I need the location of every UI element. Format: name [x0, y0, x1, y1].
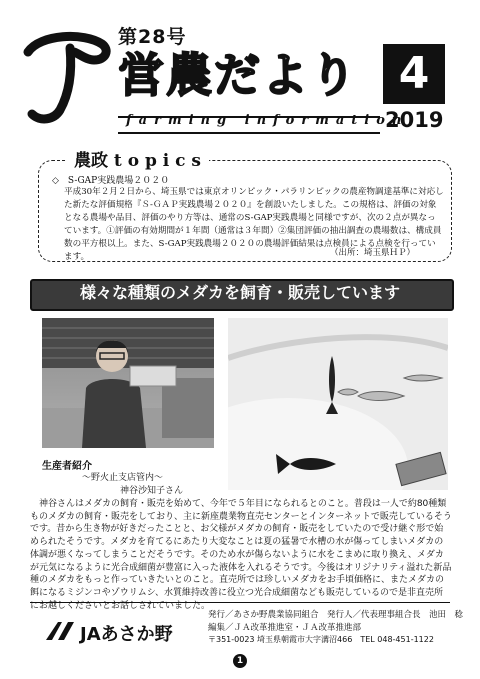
producer-label: 生産者紹介 [42, 461, 92, 472]
org-name: JAあさか野 [80, 624, 173, 645]
footer-divider [30, 602, 450, 603]
issue-number: 第28号 [118, 26, 187, 48]
medaka-tank-illustration [228, 318, 448, 490]
topics-body: 平成30年２月２日から、埼玉県では東京オリンピック・パラリンピックの農産物調達基準に対応した新たな評価規格『Ｓ-ＧＡＰ実践農場２０２０』を創設いたしました。この規格は、評価の対象となる農場や品目、評価のやり方等は、通常のS-GAP実践農場と同様ですが、次の２点が異なっています。①評価の有効期間が１年間（通常は３年間）②集団評価の抽出調査の農場数は、構成員数の平方根以上。また、S-GAP実践農場２０２０の農場評価結果は点検員による点検を行っています。 [64, 187, 444, 262]
newsletter-subtitle: farming information [126, 113, 409, 128]
publisher-line: 発行／あさか野農業協同組合 発行人／代表理事組合長 池田 稔 [208, 610, 464, 620]
newsletter-title: 営農だより [118, 48, 358, 102]
article-body: 神谷さんはメダカの飼育・販売を始めて、今年で５年目になられるとのこと。普段は一人で約80種類ものメダカの飼育・販売をしており、主に新座農業物直売センターとインターネットで販売しているそうです。昔から生き物が好きだったことと、お父様がメダカの飼育・販売をしていたので受け継ぐ形で始められたそうです。メダカを育てるにあたり大変なことは夏の猛暑で水槽の水が傷ってしまいメダカの体調が悪くなってしまうことだそうです。そのため水が傷らないように水をこまめに取り換え、メダカが元気になるように光合成細菌が豊富に入った液体を入れるそうです。今後はオリジナリティ溢れた新品種のメダカをもっと作っていきたいとのこと。直売所では珍しいメダカをお手頃価格に、またメダカの餌になるミジンコやゾウリムシ、水質維持改善に役立つ光合成細菌なども販売しているので是非直売所にお越しくださいとお話しされていました。 [30, 499, 452, 611]
issue-month: 4 [383, 44, 445, 104]
producer-photo-illustration [42, 318, 214, 448]
page-number: 1 [233, 654, 247, 668]
producer-branch: ～野火止支店管内～ [82, 473, 164, 483]
producer-name: 神谷沙知子さん [120, 486, 184, 496]
editor-line: 編集／ＪＡ改革推進室・ＪＡ改革推進部 [208, 623, 362, 633]
address-line: 〒351-0023 埼玉県朝霞市大字溝沼466 TEL 048-451-1122 [208, 635, 434, 644]
article-banner-title: 様々な種類のメダカを飼育・販売しています [79, 283, 400, 302]
topics-title: 農政 t o p i c s [66, 146, 209, 171]
producer-photo [42, 318, 214, 448]
medaka-tank-photo [228, 318, 448, 490]
newsletter-logo-mark [22, 30, 112, 125]
issue-year: 2019 [385, 108, 444, 132]
topics-source: （出所：埼玉県ＨＰ） [330, 248, 416, 258]
topics-item-label: ◇ S-GAP実践農場２０２０ [52, 176, 170, 186]
ja-logo-icon [44, 620, 76, 642]
